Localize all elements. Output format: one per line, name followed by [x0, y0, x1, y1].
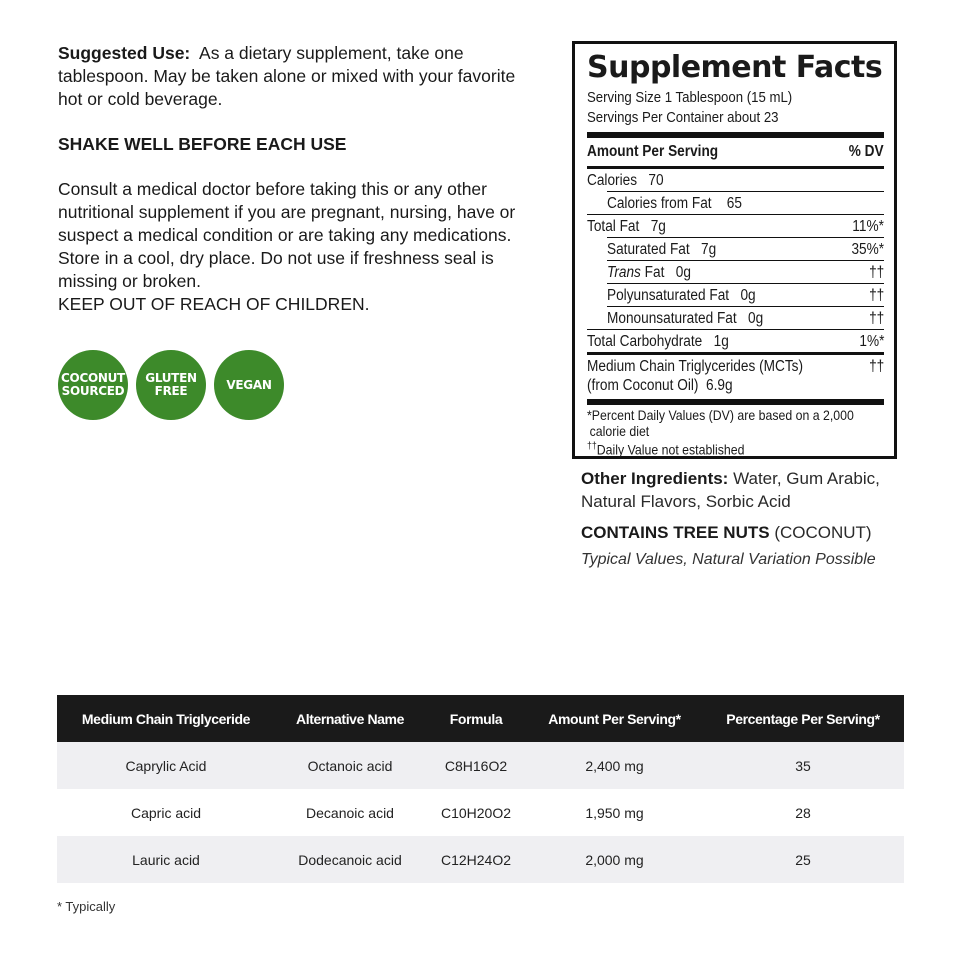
saturated-fat-row	[587, 238, 884, 260]
servings-per-container: Servings Per Container about 23	[587, 109, 779, 126]
calories-fat-row	[587, 192, 884, 214]
mct-label: Medium Chain Triglycerides (MCTs) (from Coconut Oil) 6.9g	[587, 358, 804, 394]
calories-row	[587, 169, 884, 191]
poly-fat-dv: ††	[868, 287, 884, 304]
other-ingredients-text: Water, Gum Arabic, Natural Flavors, Sorbic Acid	[581, 469, 880, 511]
total-fat-dv: 11%*	[852, 218, 884, 235]
shake-warning: SHAKE WELL BEFORE EACH USE	[58, 134, 347, 154]
table-header: Formula	[425, 695, 527, 742]
mono-fat-row	[587, 307, 884, 329]
dv-header: % DV	[849, 143, 884, 160]
calories-label: Calories 70	[587, 172, 664, 189]
allergen-text: (COCONUT)	[774, 523, 872, 542]
table-cell: 2,400 mg	[527, 742, 702, 789]
badge-line: COCONUT	[61, 371, 125, 385]
vegan-badge	[214, 350, 284, 420]
mono-fat-dv: ††	[868, 310, 884, 327]
allergen-warning	[581, 521, 911, 544]
table-cell: 2,000 mg	[527, 836, 702, 883]
table-header: Alternative Name	[275, 695, 425, 742]
table-header: Amount Per Serving*	[527, 695, 702, 742]
trans-fat-row	[587, 261, 884, 283]
other-ingredients	[581, 467, 911, 513]
table-cell: Caprylic Acid	[57, 742, 275, 789]
carb-label: Total Carbohydrate 1g	[587, 333, 729, 350]
suggested-use-text: As a dietary supplement, take one tablespoon. May be taken alone or mixed with your favorite hot or cold beverage.	[58, 43, 516, 109]
table-row	[57, 742, 904, 789]
poly-fat-row	[587, 284, 884, 306]
suggested-use	[58, 42, 518, 111]
table-header-row	[57, 695, 904, 742]
serving-size: Serving Size 1 Tablespoon (15 mL)	[587, 89, 793, 106]
amount-header-row	[587, 138, 884, 166]
mct-row	[587, 355, 884, 399]
calories-fat-label: Calories from Fat 65	[607, 195, 742, 212]
total-fat-row	[587, 215, 884, 237]
saturated-fat-label: Saturated Fat 7g	[607, 241, 717, 258]
table-footnote: * Typically	[57, 899, 116, 914]
keep-out-warning: KEEP OUT OF REACH OF CHILDREN.	[58, 294, 370, 314]
supplement-facts-panel	[572, 41, 897, 459]
table-cell: Dodecanoic acid	[275, 836, 425, 883]
footnote-line: ††Daily Value not established	[587, 441, 745, 458]
carb-dv: 1%*	[858, 333, 884, 350]
footnote-line: *Percent Daily Values (DV) are based on a 2,000	[587, 407, 854, 423]
table-cell: C12H24O2	[425, 836, 527, 883]
table-cell: Octanoic acid	[275, 742, 425, 789]
suggested-use-label: Suggested Use:	[58, 43, 191, 63]
mono-fat-label: Monounsaturated Fat 0g	[607, 310, 764, 327]
table-cell: 25	[702, 836, 904, 883]
table-cell: C10H20O2	[440, 804, 512, 821]
badge-line: FREE	[154, 384, 188, 398]
table-cell: Lauric acid	[57, 836, 275, 883]
badge-line: VEGAN	[226, 377, 272, 392]
table-cell: 35	[702, 742, 904, 789]
table-cell: Capric acid	[130, 804, 202, 821]
facts-footnote	[587, 405, 854, 458]
table-cell: 28	[795, 804, 811, 821]
amount-header: Amount Per Serving	[587, 143, 719, 160]
table-cell: 1,950 mg	[585, 804, 644, 821]
mct-dv: ††	[868, 358, 884, 375]
usage-section	[58, 42, 518, 316]
gluten-free-badge	[136, 350, 206, 420]
table-row	[57, 836, 904, 883]
typical-values-note: Typical Values, Natural Variation Possible	[581, 551, 876, 568]
saturated-fat-dv: 35%*	[851, 241, 884, 258]
footnote-line: calorie diet	[589, 423, 650, 439]
facts-title: Supplement Facts	[587, 50, 883, 85]
table-cell: C8H16O2	[425, 742, 527, 789]
carb-row	[587, 330, 884, 352]
badge-line: SOURCED	[61, 384, 125, 398]
allergen-label: CONTAINS TREE NUTS	[581, 523, 770, 542]
badge-row	[58, 350, 284, 420]
poly-fat-label: Polyunsaturated Fat 0g	[607, 287, 756, 304]
trans-fat-label: Trans Fat 0g	[607, 264, 691, 281]
trans-fat-dv: ††	[868, 264, 884, 281]
table-cell: Decanoic acid	[306, 804, 394, 821]
table-header: Percentage Per Serving*	[702, 695, 904, 742]
table-row	[57, 789, 904, 836]
consult-warning: Consult a medical doctor before taking this or any other nutritional supplement if you are pregnant, nursing, have or suspect a medical condition or are taking any medications. Store in a cool, dry place. Do not use if freshness seal is missing or broken.	[58, 179, 516, 291]
table-header: Medium Chain Triglyceride	[57, 695, 275, 742]
ingredients-section	[581, 467, 911, 571]
other-ingredients-label: Other Ingredients:	[581, 469, 729, 488]
badge-line: GLUTEN	[145, 371, 197, 385]
coconut-sourced-badge	[58, 350, 128, 420]
mct-table	[57, 695, 904, 883]
total-fat-label: Total Fat 7g	[587, 218, 666, 235]
